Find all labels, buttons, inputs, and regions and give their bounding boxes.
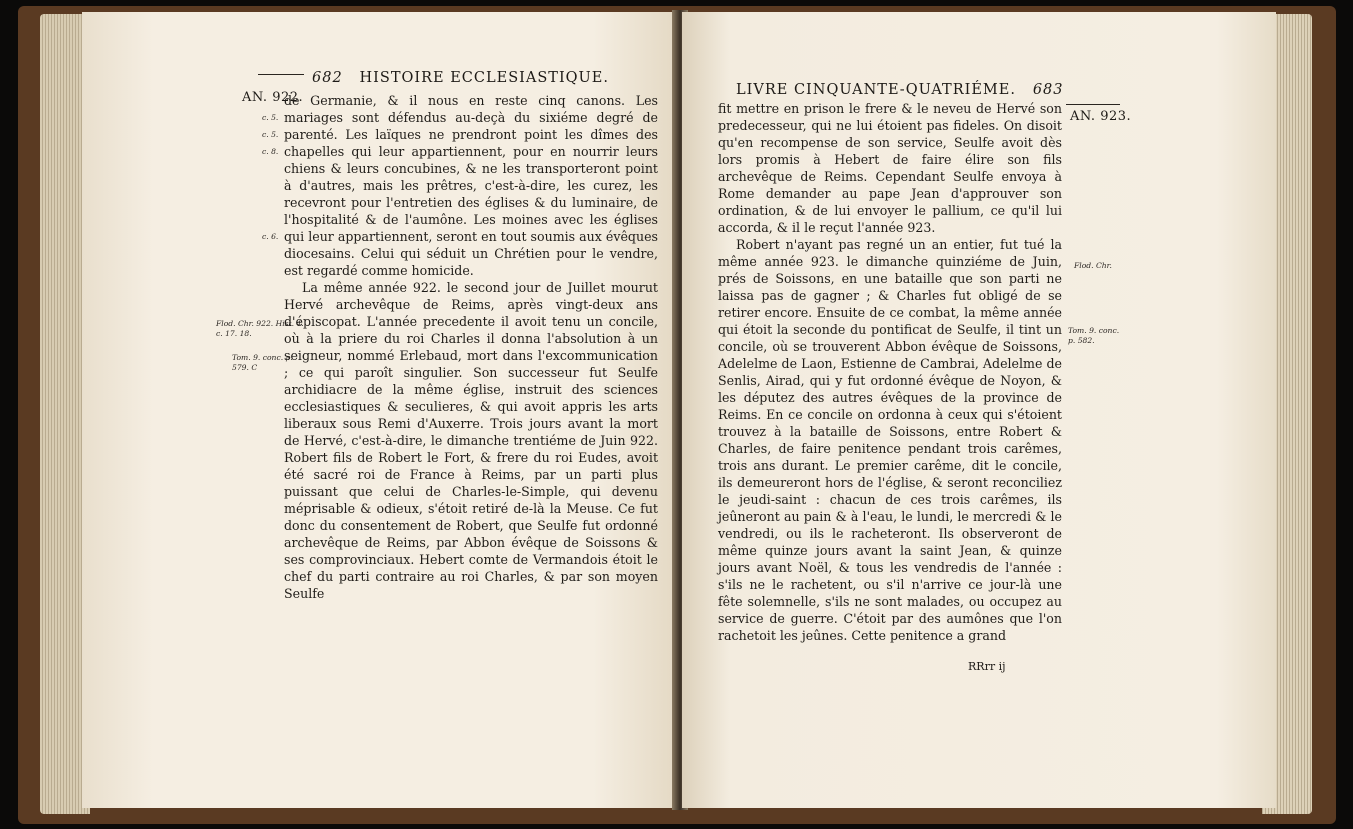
left-folio: 682 bbox=[312, 70, 343, 86]
right-running-head: LIVRE CINQUANTE-QUATRIÉME. bbox=[736, 82, 1016, 98]
right-page bbox=[682, 12, 1276, 808]
paragraph: La même année 922. le second jour de Juillet mourut Hervé archevêque de Reims, après vingt-deux ans d'épiscopat. L'année precedente il avoit tenu un concile, où à la priere du roi Charles il donna l'absolution à un seigneur, nommé Erlebaud, mort dans l'excommunication ; ce qui paroît singulier. Son successeur fut Seulfe archidiacre de la même église, instruit des sciences ecclesiastiques & seculieres, & qui avoit appris les arts liberaux sous Remi d'Auxerre. Trois jours avant la mort de Hervé, c'est-à-dire, le dimanche trentiéme de Juin 922. Robert fils de Robert le Fort, & frere du roi Eudes, avoit été sacré roi de France à Reims, par un parti plus puissant que celui de Charles-le-Simple, qui devenu méprisable & odieux, s'étoit retiré de-là la Meuse. Ce fut donc du consentement de Robert, que Seulfe fut ordonné archevêque de Reims, par Abbon évêque de Soissons & ses comprovinciaux. Hebert comte de Vermandois étoit le chef du parti contraire au roi Charles, & par son moyen Seulfe bbox=[284, 280, 658, 601]
margin-note: Flod. Chr. 922. Hist. 4. c. 17. 18. bbox=[216, 319, 304, 338]
left-running-header bbox=[312, 70, 609, 86]
margin-note: Flod. Chr. bbox=[1074, 261, 1112, 270]
paragraph: fit mettre en prison le frere & le neveu de Hervé son predecesseur, qui ne lui étoient pas fideles. On disoit qu'en recompense de son service, Seulfe avoit dès lors promis à Hebert de faire élire son fils archevêque de Reims. Cependant Seulfe envoya à Rome demander au pape Jean d'approuver son ordination, & de lui envoyer le pallium, ce qu'il lui accorda, & il le reçut l'année 923. bbox=[718, 101, 1062, 235]
right-folio: 683 bbox=[1032, 82, 1064, 98]
paragraph: Robert n'ayant pas regné un an entier, fut tué la même année 923. le dimanche quinziéme de Juin, prés de Soissons, en une bataille que son parti ne laissa pas de gagner ; & Charles fut obligé de se retirer encore. Ensuite de ce combat, la même année qui étoit la seconde du pontificat de Seulfe, il tint un concile, où se trouverent Abbon évêque de Soissons, Adelelme de Laon, Estienne de Cambrai, Adelelme de Senlis, Airad, qui y fut ordonné évêque de Noyon, & les députez des autres évêques de la province de Reims. En ce concile on ordonna à ceux qui s'étoient trouvez à la bataille de Soissons, entre Robert & Charles, de faire penitence pendant trois carêmes, trois ans durant. Le premier carême, dit le concile, ils demeureront hors de l'église, & seront reconciliez le jeudi-saint : chacun de ces trois carêmes, ils jeûneront au pain & à l'eau, le lundi, le mercredi & le vendredi, ou ils le racheteront. Ils observeront de même quinze jours avant la saint Jean, & quinze jours avant Noël, & tous les vendredis de l'année : s'ils ne le rachetent, ou s'il n'arrive ce jour-là une fête solemnelle, s'ils ne sont malades, ou occupez au service de guerre. C'étoit par des aumônes que l'on rachetoit les jeûnes. Cette penitence a grand bbox=[718, 237, 1062, 643]
right-year-label: AN. 923. bbox=[1070, 109, 1132, 124]
left-page-text bbox=[284, 92, 658, 602]
left-running-head: HISTOIRE ECCLESIASTIQUE. bbox=[359, 70, 609, 86]
paragraph: de Germanie, & il nous en reste cinq canons. Les mariages sont défendus au-deçà du sixiéme degré de parenté. Les laïques ne prendront point les dîmes des chapelles qui leur appartiennent, pour en nourrir leurs chiens & leurs concubines, & ne les transporteront point à d'autres, mais les prêtres, c'est-à-dire, les curez, les recevront pour l'entretien des églises & du luminaire, de l'hospitalité & de l'aumône. Les moines avec les églises qui leur appartiennent, seront en tout soumis aux évêques diocesains. Celui qui séduit un Chrétien pour le vendre, est regardé comme homicide. bbox=[284, 93, 658, 278]
header-rule bbox=[258, 74, 304, 75]
right-page-text bbox=[718, 100, 1062, 644]
header-rule bbox=[1066, 104, 1120, 105]
margin-note: Tom. 9. conc. p. 579. C bbox=[232, 353, 293, 372]
signature-mark: RRrr ij bbox=[968, 660, 1006, 673]
left-page bbox=[82, 12, 676, 808]
margin-note: c. 6. bbox=[262, 232, 279, 241]
left-year-label: AN. 922. bbox=[242, 90, 304, 105]
margin-note: c. 5. bbox=[262, 113, 279, 122]
right-running-header bbox=[736, 82, 1064, 98]
margin-note: c. 8. bbox=[262, 147, 279, 156]
margin-note: c. 5. bbox=[262, 130, 279, 139]
margin-note: Tom. 9. conc. p. 582. bbox=[1068, 326, 1120, 345]
